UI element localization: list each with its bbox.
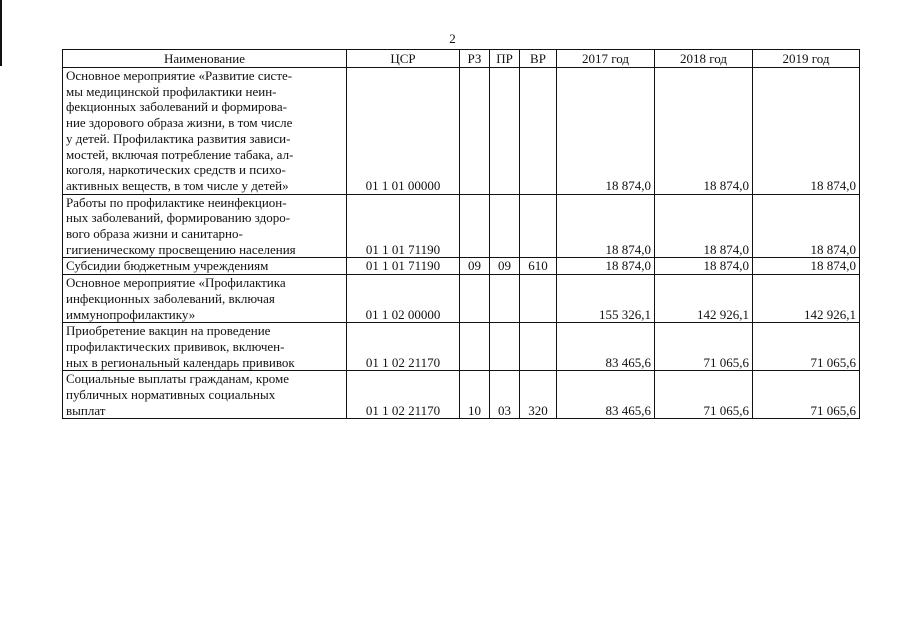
name-line: фекционных заболеваний и формирова- [66, 99, 287, 115]
name-line: Субсидии бюджетным учреждениям [66, 258, 269, 274]
cell-csr: 01 1 02 21170 [347, 323, 460, 371]
name-line: мостей, включая потребление табака, ал- [66, 146, 294, 162]
name-line: Приобретение вакцин на проведение [66, 323, 271, 339]
cell-vr: 610 [520, 258, 557, 275]
name-line: ние здорового образа жизни, в том числе [66, 115, 293, 131]
cell-name [63, 323, 347, 371]
cell-csr: 01 1 01 71190 [347, 194, 460, 258]
table-row [63, 258, 860, 275]
name-line: активных веществ, в том числе у детей» [66, 177, 289, 193]
name-line: Основное мероприятие «Профилактика [66, 275, 286, 291]
cell-2017: 18 874,0 [557, 68, 655, 195]
name-line: инфекционных заболеваний, включая [66, 290, 275, 306]
name-line: ных в региональный календарь прививок [66, 354, 295, 370]
header-2017: 2017 год [557, 50, 655, 68]
cell-rz [460, 68, 490, 195]
header-pr: ПР [490, 50, 520, 68]
table-row [63, 194, 860, 258]
cell-2019: 142 926,1 [753, 275, 860, 323]
table-row [63, 68, 860, 195]
header-csr: ЦСР [347, 50, 460, 68]
cell-rz [460, 194, 490, 258]
header-2018: 2018 год [655, 50, 753, 68]
cell-vr [520, 323, 557, 371]
header-vr: ВР [520, 50, 557, 68]
cell-2019: 18 874,0 [753, 68, 860, 195]
cell-2019: 71 065,6 [753, 371, 860, 419]
name-line: иммунопрофилактику» [66, 306, 196, 322]
page-number: 2 [449, 31, 456, 46]
name-line: профилактических прививок, включен- [66, 338, 285, 354]
cell-2019: 71 065,6 [753, 323, 860, 371]
cell-pr [490, 68, 520, 195]
name-line: гигиеническому просвещению населения [66, 241, 296, 257]
table-row [63, 323, 860, 371]
cell-csr: 01 1 01 71190 [347, 258, 460, 275]
cell-pr: 09 [490, 258, 520, 275]
name-line: Работы по профилактике неинфекцион- [66, 194, 287, 210]
cell-2017: 83 465,6 [557, 323, 655, 371]
cell-pr [490, 323, 520, 371]
name-line: Основное мероприятие «Развитие систе- [66, 68, 293, 83]
cell-name [63, 258, 347, 275]
cell-vr [520, 275, 557, 323]
name-line: коголя, наркотических средств и психо- [66, 162, 286, 178]
cell-2017: 18 874,0 [557, 194, 655, 258]
name-line: у детей. Профилактика развития зависи- [66, 130, 291, 146]
cell-2018: 18 874,0 [655, 194, 753, 258]
name-line: вого образа жизни и санитарно- [66, 226, 243, 242]
cell-csr: 01 1 02 21170 [347, 371, 460, 419]
table-body [63, 68, 860, 419]
cell-2017: 155 326,1 [557, 275, 655, 323]
name-line: выплат [66, 402, 106, 418]
cell-rz: 09 [460, 258, 490, 275]
name-line: публичных нормативных социальных [66, 387, 276, 403]
cell-pr [490, 275, 520, 323]
cell-2017: 83 465,6 [557, 371, 655, 419]
name-line: ных заболеваний, формированию здоро- [66, 210, 291, 226]
cell-rz: 10 [460, 371, 490, 419]
table-row [63, 371, 860, 419]
cell-name [63, 275, 347, 323]
cell-csr: 01 1 02 00000 [347, 275, 460, 323]
cell-name [63, 194, 347, 258]
header-2019: 2019 год [753, 50, 860, 68]
cell-name [63, 371, 347, 419]
cell-csr: 01 1 01 00000 [347, 68, 460, 195]
cell-2019: 18 874,0 [753, 258, 860, 275]
cell-rz [460, 323, 490, 371]
table-row [63, 275, 860, 323]
cell-vr: 320 [520, 371, 557, 419]
cell-2018: 18 874,0 [655, 68, 753, 195]
cell-2018: 18 874,0 [655, 258, 753, 275]
cell-2019: 18 874,0 [753, 194, 860, 258]
cell-name [63, 68, 347, 195]
cell-2018: 142 926,1 [655, 275, 753, 323]
cell-2017: 18 874,0 [557, 258, 655, 275]
cell-2018: 71 065,6 [655, 323, 753, 371]
cell-pr: 03 [490, 371, 520, 419]
cell-vr [520, 68, 557, 195]
cell-rz [460, 275, 490, 323]
cell-vr [520, 194, 557, 258]
table-header-row [63, 50, 860, 68]
name-line: мы медицинской профилактики неин- [66, 83, 277, 99]
budget-table [62, 49, 860, 419]
header-name: Наименование [63, 50, 347, 68]
header-rz: РЗ [460, 50, 490, 68]
cell-pr [490, 194, 520, 258]
name-line: Социальные выплаты гражданам, кроме [66, 371, 289, 387]
cell-2018: 71 065,6 [655, 371, 753, 419]
